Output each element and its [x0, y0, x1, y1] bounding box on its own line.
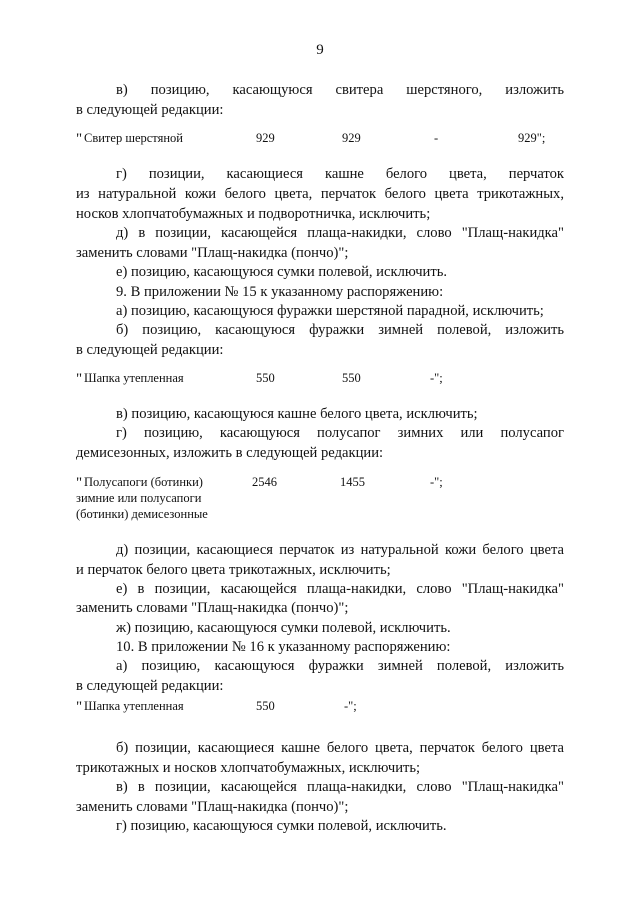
- table-cell: -: [434, 131, 439, 145]
- table-cell: зимние или полусапоги: [76, 491, 202, 505]
- text-line: трикотажных и носков хлопчатобумажных, исключить;: [76, 760, 421, 776]
- text-line: а) позицию, касающуюся фуражки шерстяной парадной, исключить;: [116, 303, 544, 319]
- text-line: заменить словами "Плащ-накидка (пончо)";: [76, 245, 349, 261]
- table-cell: ": [76, 131, 83, 147]
- table-cell: 550: [342, 371, 361, 385]
- text-line: заменить словами "Плащ-накидка (пончо)";: [76, 600, 349, 616]
- table-cell: ": [76, 699, 83, 715]
- text-line: 9. В приложении № 15 к указанному распоряжению:: [116, 284, 444, 300]
- table-cell: 2546: [252, 475, 277, 489]
- table-cell: 929";: [518, 131, 546, 145]
- page-number: 9: [316, 42, 324, 58]
- text-line: е) в позиции, касающейся плаща-накидки, слово "Плащ-накидка": [116, 581, 564, 597]
- table-cell: 929: [256, 131, 275, 145]
- table-cell: (ботинки) демисезонные: [76, 507, 208, 521]
- table-cell: Шапка утепленная: [84, 371, 184, 385]
- text-line: ж) позицию, касающуюся сумки полевой, исключить.: [116, 620, 451, 636]
- text-line: б) позиции, касающиеся кашне белого цвета, перчаток белого цвета: [116, 740, 564, 756]
- table-cell: -";: [344, 699, 357, 713]
- text-line: из натуральной кожи белого цвета, перчаток белого цвета трикотажных,: [76, 186, 564, 202]
- table-cell: Шапка утепленная: [84, 699, 184, 713]
- table-cell: 929: [342, 131, 361, 145]
- text-line: в) позицию, касающуюся кашне белого цвета, исключить;: [116, 406, 478, 422]
- text-line: а) позицию, касающуюся фуражки зимней полевой, изложить: [116, 658, 564, 674]
- text-line: д) позиции, касающиеся перчаток из натуральной кожи белого цвета: [116, 542, 564, 558]
- text-line: б) позицию, касающуюся фуражки зимней полевой, изложить: [116, 322, 564, 338]
- text-line: г) позицию, касающуюся полусапог зимних или полусапог: [116, 425, 564, 441]
- table-cell: ": [76, 371, 83, 387]
- text-line: е) позицию, касающуюся сумки полевой, исключить.: [116, 264, 448, 280]
- table-cell: -";: [430, 475, 443, 489]
- text-line: в следующей редакции:: [76, 102, 224, 118]
- table-cell: -";: [430, 371, 443, 385]
- text-line: в) в позиции, касающейся плаща-накидки, слово "Плащ-накидка": [116, 779, 564, 795]
- text-line: в следующей редакции:: [76, 678, 224, 694]
- table-cell: ": [76, 475, 83, 491]
- text-line: в) позицию, касающуюся свитера шерстяного, изложить: [116, 82, 564, 98]
- text-line: носков хлопчатобумажных и подворотничка, исключить;: [76, 206, 431, 222]
- text-line: 10. В приложении № 16 к указанному распоряжению:: [116, 639, 451, 655]
- table-cell: Свитер шерстяной: [84, 131, 183, 145]
- table-cell: 550: [256, 371, 275, 385]
- text-line: г) позицию, касающуюся сумки полевой, исключить.: [116, 818, 447, 834]
- table-cell: Полусапоги (ботинки): [84, 475, 203, 489]
- table-cell: 550: [256, 699, 275, 713]
- text-line: и перчаток белого цвета трикотажных, исключить;: [76, 562, 391, 578]
- text-line: в следующей редакции:: [76, 342, 224, 358]
- text-line: д) в позиции, касающейся плаща-накидки, слово "Плащ-накидка": [116, 225, 564, 241]
- table-cell: 1455: [340, 475, 365, 489]
- text-line: демисезонных, изложить в следующей редакции:: [76, 445, 384, 461]
- text-line: заменить словами "Плащ-накидка (пончо)";: [76, 799, 349, 815]
- text-line: г) позиции, касающиеся кашне белого цвета, перчаток: [116, 166, 564, 182]
